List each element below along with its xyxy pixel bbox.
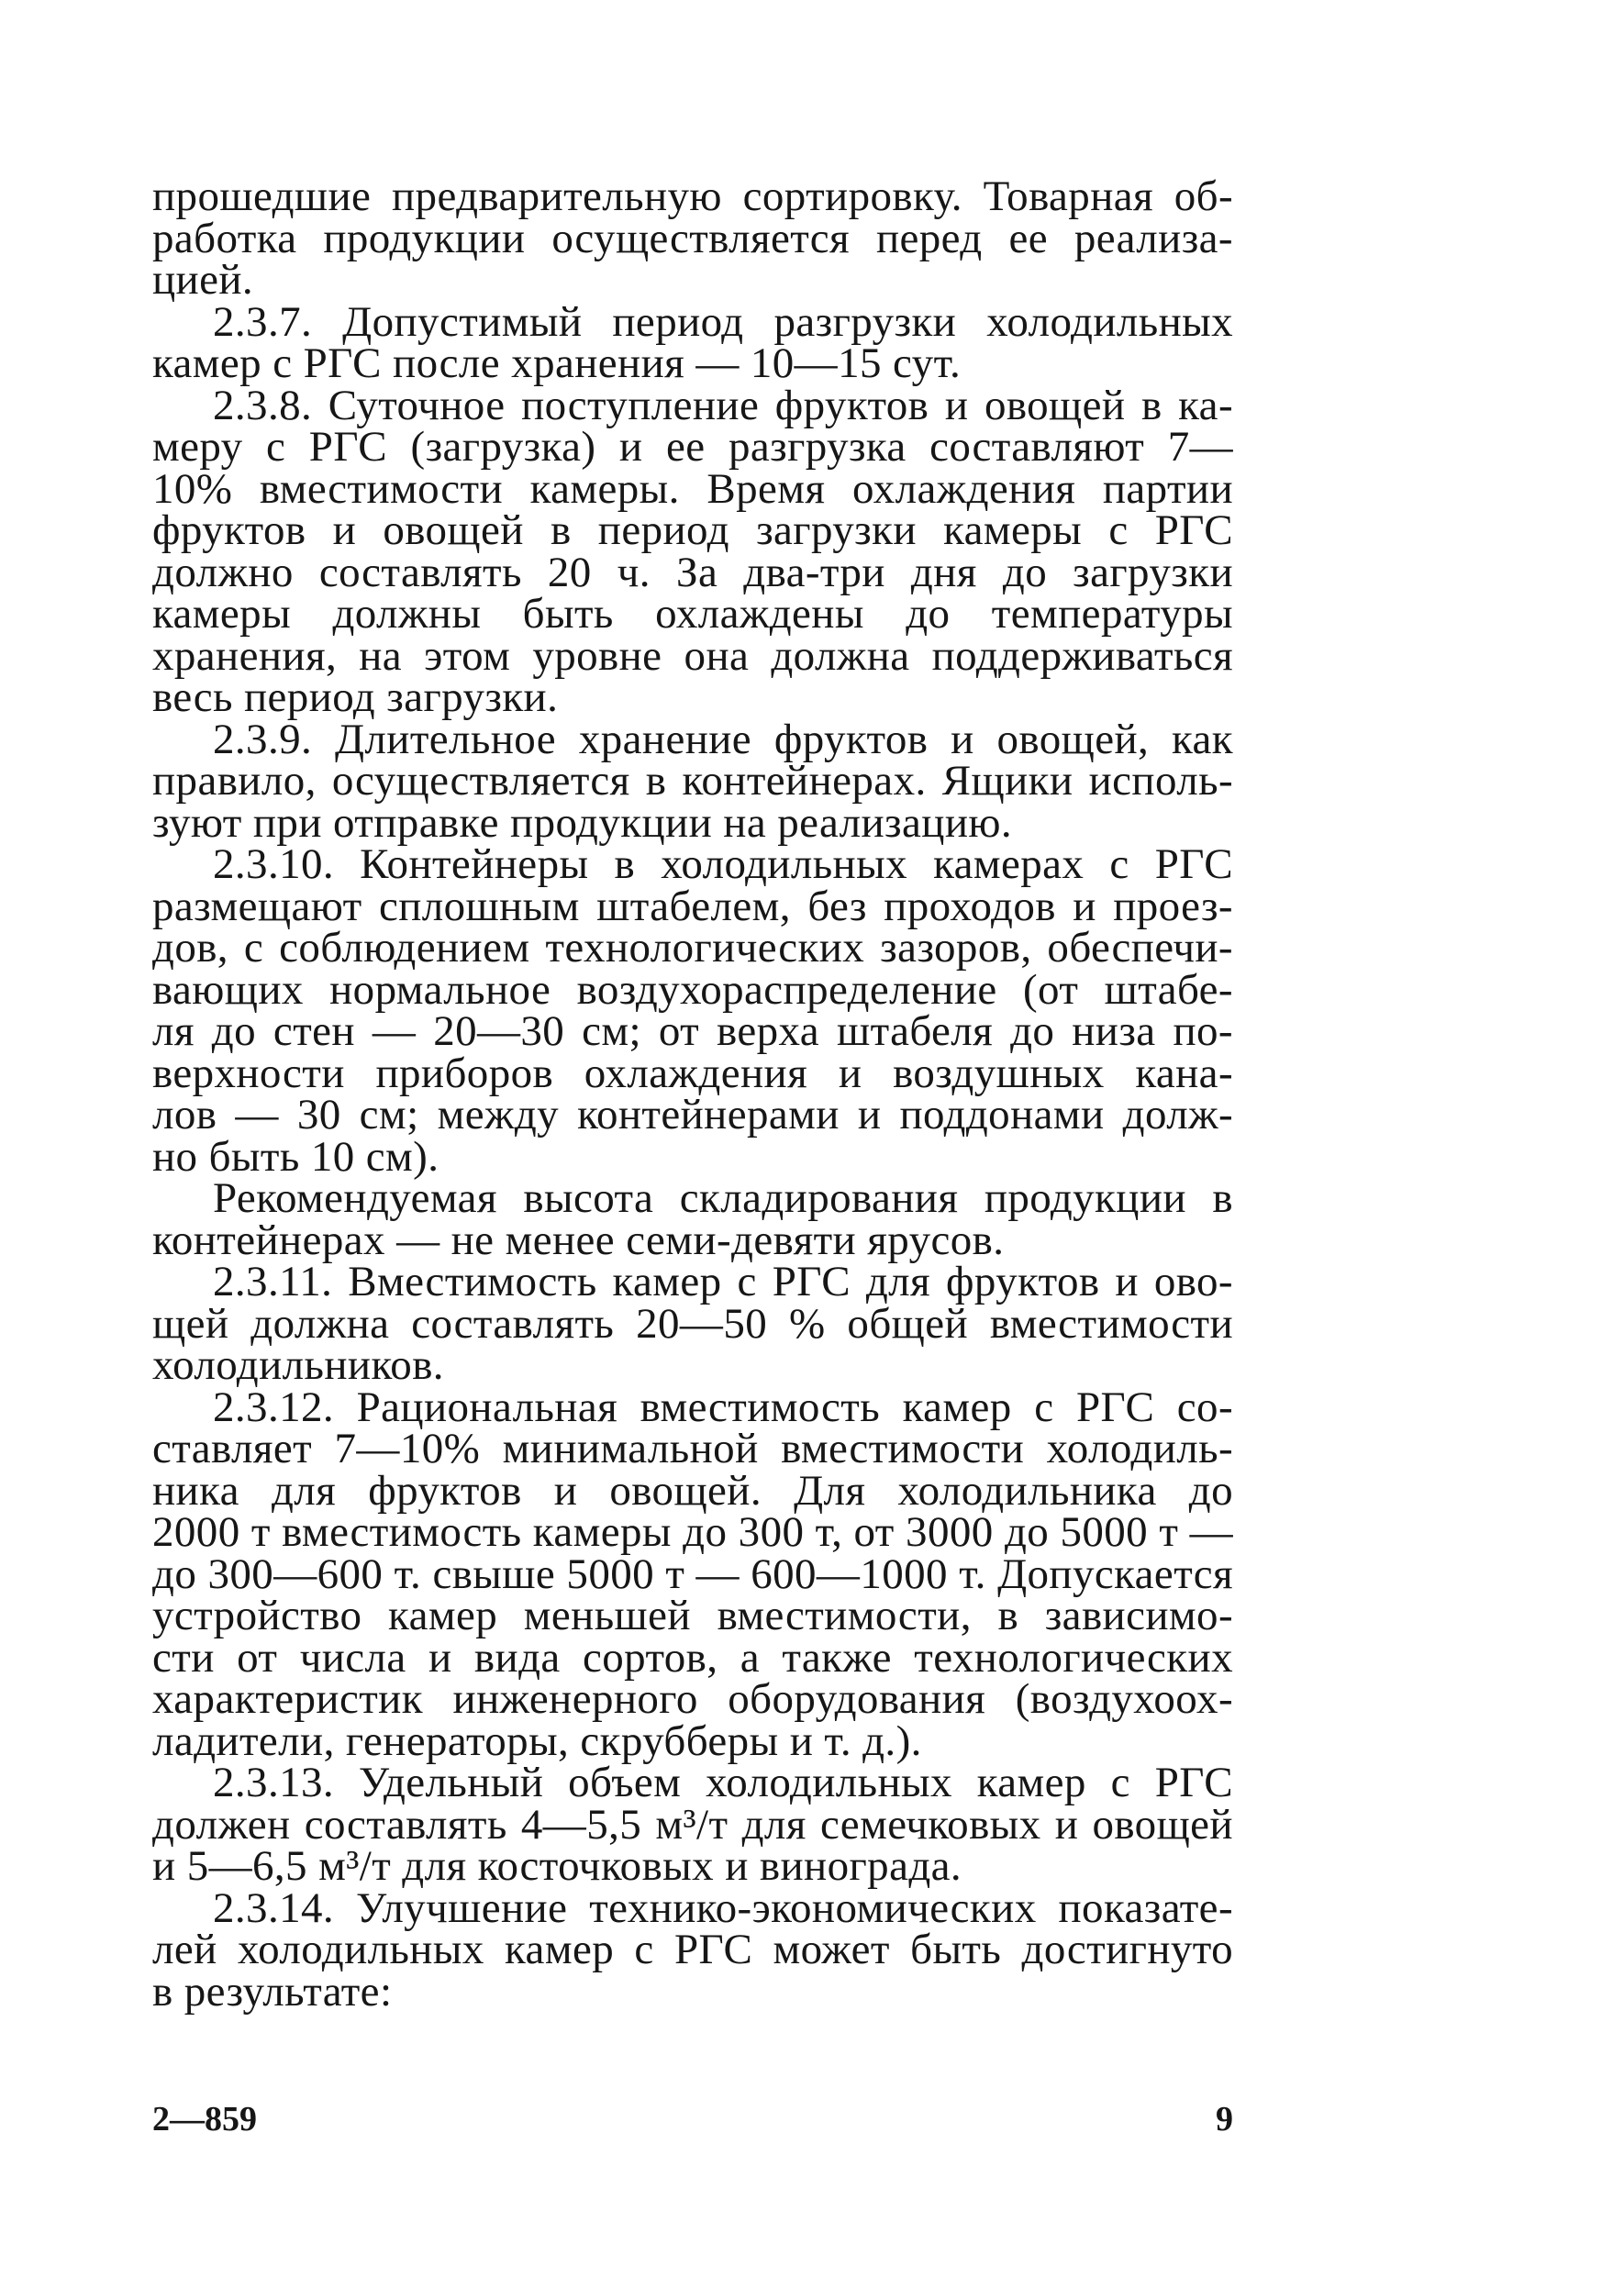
text-line: камеры должны быть охлаждены до температуры [152,590,1233,638]
text-line: ставляет 7—10% минимальной вместимости холодиль- [152,1425,1233,1472]
text-line: характеристик инженерного оборудования (воздухоох- [152,1675,1233,1723]
text-line: зуют при отправке продукции на реализацию. [152,798,1013,847]
text-line: весь период загрузки. [152,673,559,721]
text-line: должен составлять 4—5,5 м³/т для семечковых и овощей [152,1800,1233,1849]
text-line: камер с РГС после хранения — 10—15 сут. [152,339,962,387]
text-line: 2.3.9. Длительное хранение фруктов и овощей, как [213,715,1233,763]
text-line: дов, с соблюдением технологических зазоров, обеспечи- [152,924,1233,972]
text-line: 2.3.11. Вместимость камер с РГС для фруктов и ово- [213,1258,1233,1305]
text-line: и 5—6,5 м³/т для косточковых и винограда. [152,1842,962,1890]
text-line: правило, осуществляется в контейнерах. Ящики исполь- [152,757,1233,805]
text-line: холодильников. [152,1341,444,1389]
text-line: щей должна составлять 20—50 % общей вместимости [152,1299,1233,1348]
text-line: 10% вместимости камеры. Время охлаждения партии [152,464,1233,513]
text-line: работка продукции осуществляется перед ее реализа- [152,214,1233,262]
text-line: верхности приборов охлаждения и воздушных кана- [152,1049,1233,1097]
text-line: хранения, на этом уровне она должна поддерживаться [152,631,1233,680]
text-line: лей холодильных камер с РГС может быть достигнуто [152,1926,1233,1973]
text-line: 2.3.13. Удельный объем холодильных камер с РГС [213,1759,1233,1806]
text-line: 2.3.10. Контейнеры в холодильных камерах с РГС [213,840,1233,888]
text-line: меру с РГС (загрузка) и ее разгрузка составляют 7— [152,423,1233,471]
text-line: прошедшие предварительную сортировку. Товарная об- [152,172,1233,220]
text-line: до 300—600 т. свыше 5000 т — 600—1000 т. Допускается [152,1549,1233,1598]
text-line: Рекомендуемая высота складирования продукции в [213,1174,1233,1222]
text-line: 2.3.7. Допустимый период разгрузки холодильных [213,297,1233,346]
text-line: контейнерах — не менее семи-девяти ярусов. [152,1216,1005,1264]
printer-signature: 2—859 [152,2100,257,2138]
text-line: 2000 т вместимость камеры до 300 т, от 3000 до 5000 т — [152,1508,1233,1556]
page-footer [152,2099,1233,2145]
text-line: устройство камер меньшей вместимости, в зависимо- [152,1592,1233,1639]
text-line: вающих нормальное воздухораспределение (от штабе- [152,965,1233,1014]
page-number: 9 [1216,2100,1233,2138]
text-line: размещают сплошным штабелем, без проходов и проез- [152,882,1233,930]
text-line: ля до стен — 20—30 см; от верха штабеля до низа по- [152,1007,1233,1055]
text-line: цией. [152,256,254,304]
text-line: ника для фруктов и овощей. Для холодильника до [152,1466,1233,1515]
text-line: ладители, генераторы, скрубберы и т. д.). [152,1716,922,1765]
text-line: сти от числа и вида сортов, а также технологических [152,1633,1233,1682]
text-line: 2.3.8. Суточное поступление фруктов и овощей в ка- [213,381,1233,429]
text-line: фруктов и овощей в период загрузки камеры с РГС [152,506,1233,554]
body-text [152,172,1233,2016]
text-line: должно составлять 20 ч. За два-три дня до загрузки [152,548,1233,596]
text-line: но быть 10 см). [152,1132,439,1181]
text-line: в результате: [152,1967,393,2016]
text-line: лов — 30 см; между контейнерами и поддонами долж- [152,1091,1233,1138]
text-line: 2.3.14. Улучшение технико-экономических показате- [213,1883,1233,1932]
text-line: 2.3.12. Рациональная вместимость камер с РГС со- [213,1383,1233,1431]
